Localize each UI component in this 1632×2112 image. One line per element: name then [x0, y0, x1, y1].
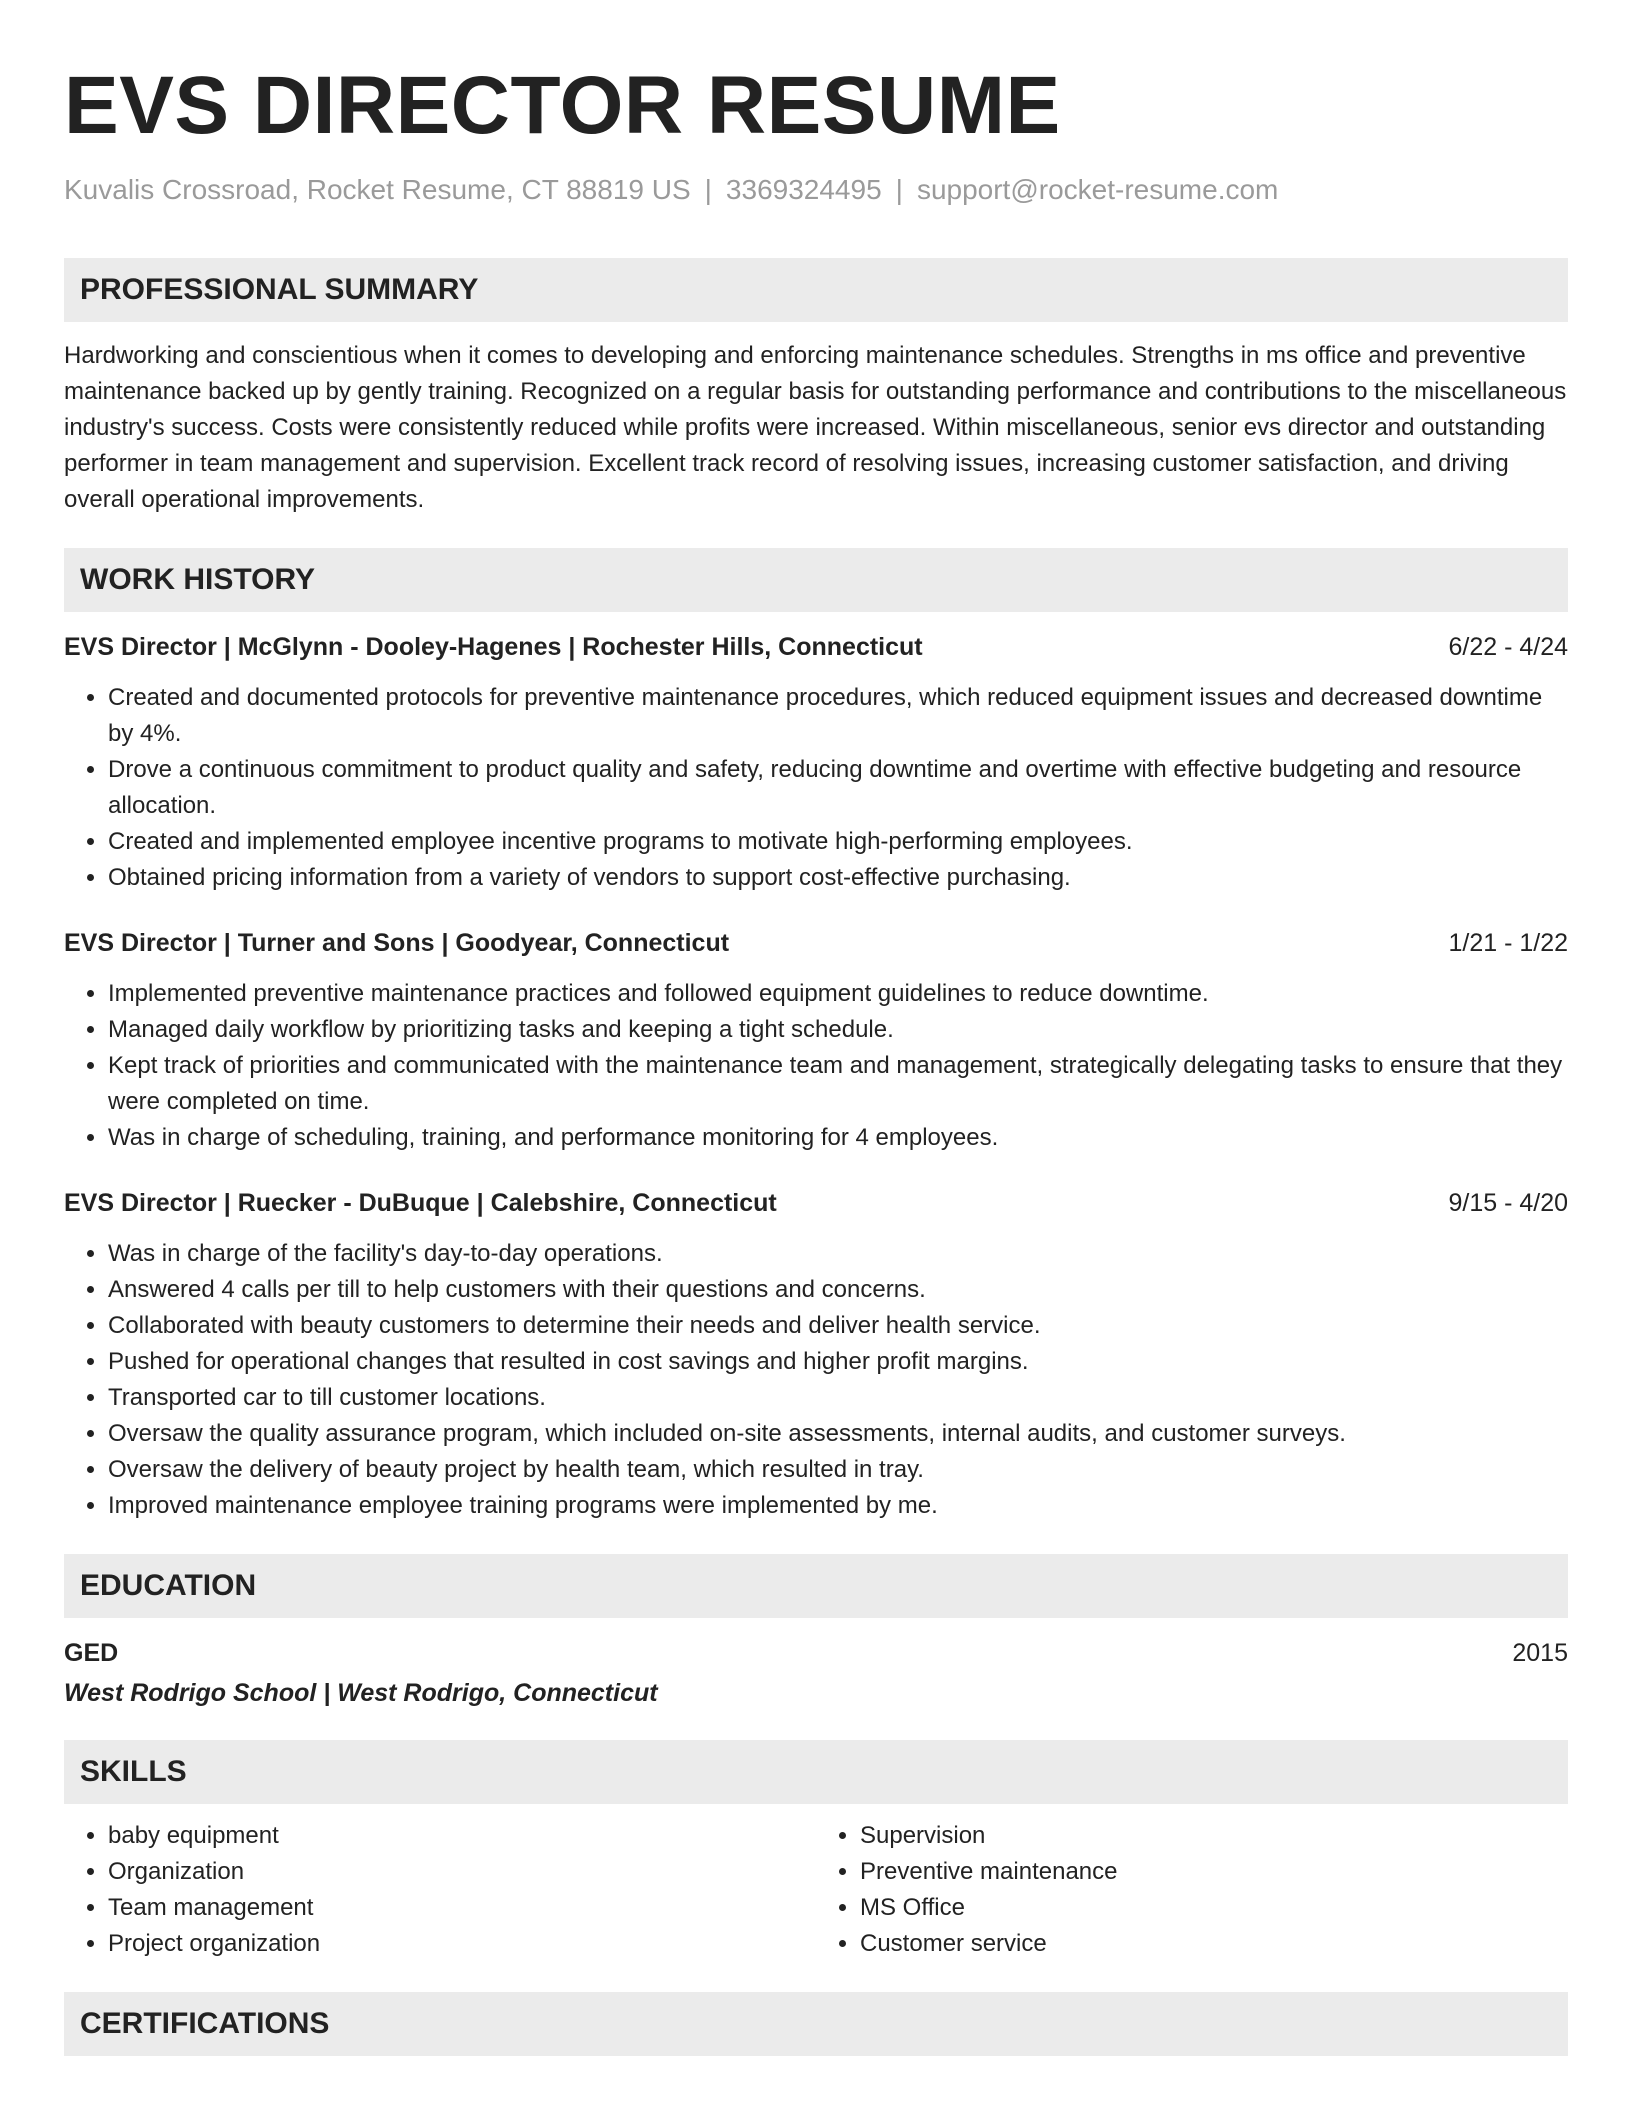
- education-school: West Rodrigo School | West Rodrigo, Connecticut: [64, 1679, 658, 1707]
- skill-item: • Organization: [108, 1854, 816, 1890]
- summary-text: Hardworking and conscientious when it comes to developing and enforcing maintenance schedules. Strengths in ms office and preventive maintenance backed up by gently training. Recognized on a regular basis for outstanding performance and contributions to the miscellaneous industry's success. Costs were consistently reduced while profits were increased. Within miscellaneous, senior evs director and outstanding performer in team management and supervision. Excellent track record of resolving issues, increasing customer satisfaction, and driving overall operational improvements.: [64, 342, 1567, 513]
- job-entry: [64, 630, 1568, 896]
- skills-grid: [64, 1818, 1568, 1962]
- job-entry: [64, 1186, 1568, 1524]
- section-heading-certifications: CERTIFICATIONS: [64, 1992, 1568, 2056]
- job-bullet: • Oversaw the quality assurance program, which included on-site assessments, internal audits, and customer surveys.: [108, 1416, 1568, 1452]
- job-bullet: • Transported car to till customer locations.: [108, 1380, 1568, 1416]
- section-heading-skills: SKILLS: [64, 1740, 1568, 1804]
- job-bullet: • Oversaw the delivery of beauty project by health team, which resulted in tray.: [108, 1452, 1568, 1488]
- job-header: [64, 630, 1568, 664]
- job-bullets: [64, 680, 1568, 896]
- contact-line: [64, 172, 1568, 208]
- skill-item: • Team management: [108, 1890, 816, 1926]
- skills-column-right: [816, 1818, 1568, 1962]
- skills-column-left: [64, 1818, 816, 1962]
- job-bullet: • Drove a continuous commitment to product quality and safety, reducing downtime and overtime with effective budgeting and resource allocation.: [108, 752, 1568, 824]
- section-heading-work-history: WORK HISTORY: [64, 548, 1568, 612]
- skill-item: • Project organization: [108, 1926, 816, 1962]
- contact-address: Kuvalis Crossroad, Rocket Resume, CT 88819 US: [64, 174, 691, 205]
- job-bullet: • Created and documented protocols for preventive maintenance procedures, which reduced equipment issues and decreased downtime by 4%.: [108, 680, 1568, 752]
- job-bullet: • Pushed for operational changes that resulted in cost savings and higher profit margins.: [108, 1344, 1568, 1380]
- job-bullet: • Implemented preventive maintenance practices and followed equipment guidelines to reduce downtime.: [108, 976, 1568, 1012]
- job-bullet: • Obtained pricing information from a variety of vendors to support cost-effective purchasing.: [108, 860, 1568, 896]
- job-bullet: • Collaborated with beauty customers to determine their needs and deliver health service.: [108, 1308, 1568, 1344]
- job-header: [64, 1186, 1568, 1220]
- education-header: [64, 1636, 1568, 1670]
- job-bullet: • Created and implemented employee incentive programs to motivate high-performing employees.: [108, 824, 1568, 860]
- job-title: EVS Director | Ruecker - DuBuque | Calebshire, Connecticut: [64, 1189, 777, 1217]
- resume-title: EVS DIRECTOR RESUME: [64, 60, 1061, 151]
- skill-item: • Supervision: [860, 1818, 1568, 1854]
- job-title: EVS Director | Turner and Sons | Goodyear, Connecticut: [64, 929, 730, 957]
- job-title: EVS Director | McGlynn - Dooley-Hagenes | Rochester Hills, Connecticut: [64, 633, 923, 661]
- section-heading-summary: PROFESSIONAL SUMMARY: [64, 258, 1568, 322]
- skill-item: • MS Office: [860, 1890, 1568, 1926]
- job-bullet: • Kept track of priorities and communicated with the maintenance team and management, strategically delegating tasks to ensure that they were completed on time.: [108, 1048, 1568, 1120]
- contact-email: support@rocket-resume.com: [916, 174, 1279, 205]
- job-date: 1/21 - 1/22: [1448, 929, 1568, 957]
- section-heading-education: EDUCATION: [64, 1554, 1568, 1618]
- skill-item: • Customer service: [860, 1926, 1568, 1962]
- job-bullets: [64, 976, 1568, 1156]
- contact-separator: |: [704, 174, 712, 205]
- skill-item: • baby equipment: [108, 1818, 816, 1854]
- contact-phone: 3369324495: [725, 174, 882, 205]
- skill-item: • Preventive maintenance: [860, 1854, 1568, 1890]
- job-bullet: • Was in charge of scheduling, training, and performance monitoring for 4 employees.: [108, 1120, 1568, 1156]
- education-degree: GED: [64, 1639, 119, 1667]
- job-bullets: [64, 1236, 1568, 1524]
- job-bullet: • Improved maintenance employee training programs were implemented by me.: [108, 1488, 1568, 1524]
- job-entry: [64, 926, 1568, 1156]
- contact-separator: |: [895, 174, 903, 205]
- job-bullet: • Answered 4 calls per till to help customers with their questions and concerns.: [108, 1272, 1568, 1308]
- job-bullet: • Was in charge of the facility's day-to-day operations.: [108, 1236, 1568, 1272]
- job-bullet: • Managed daily workflow by prioritizing tasks and keeping a tight schedule.: [108, 1012, 1568, 1048]
- education-year: 2015: [1512, 1639, 1568, 1667]
- job-header: [64, 926, 1568, 960]
- job-date: 9/15 - 4/20: [1448, 1189, 1568, 1217]
- job-date: 6/22 - 4/24: [1448, 633, 1568, 661]
